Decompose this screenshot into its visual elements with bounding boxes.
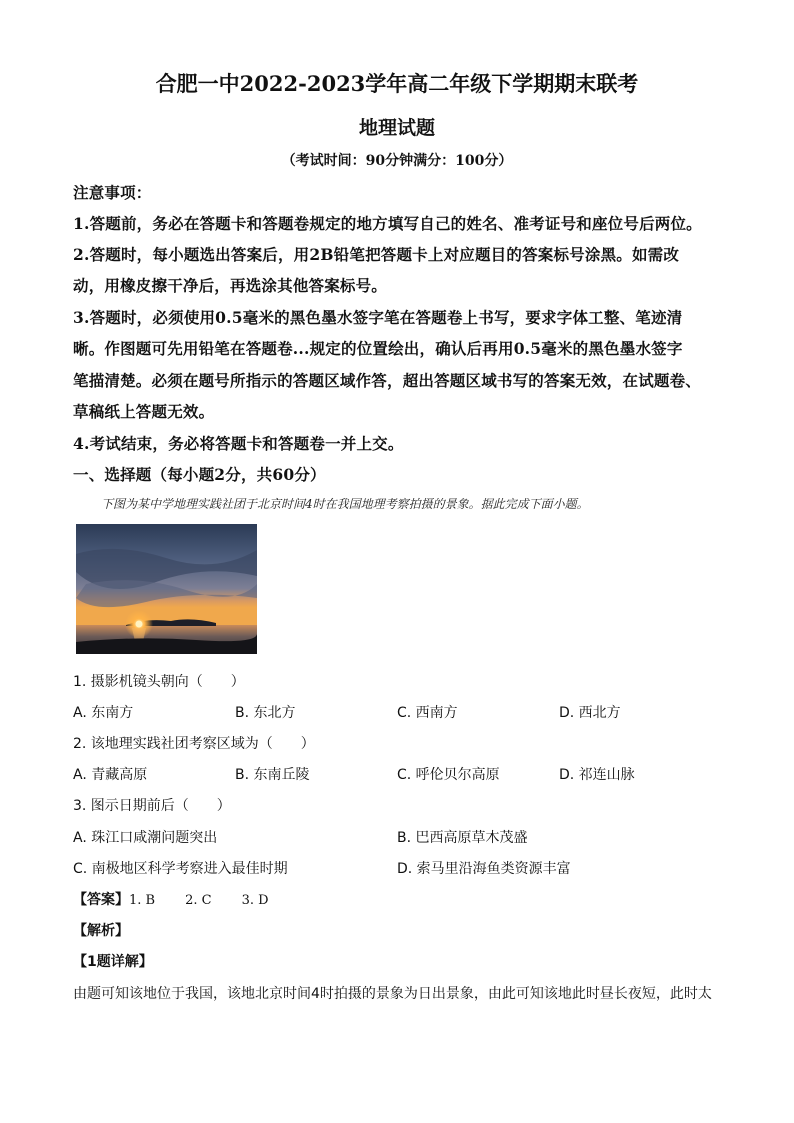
question-3-option-d: D. 索马里沿海鱼类资源丰富: [397, 861, 571, 877]
question-2-option-d: D. 祁连山脉: [559, 767, 635, 783]
question-2-option-b: B. 东南丘陵: [235, 767, 310, 783]
question-1-stem: 1. 摄影机镜头朝向（ ）: [73, 674, 245, 690]
notes-line: 3.答题时，必须使用0.5毫米的黑色墨水签字笔在答题卷上书写，要求字体工整、笔迹清: [73, 308, 683, 327]
analysis-tag: 【解析】: [73, 923, 129, 939]
analysis-q1-tag: 【1题详解】: [73, 954, 153, 970]
question-2-option-a: A. 青藏高原: [73, 767, 148, 783]
notes-line: 晰。作图题可先用铅笔在答题卷...规定的位置绘出，确认后再用0.5毫米的黑色墨水签字: [73, 339, 683, 358]
section-heading: 一、选择题（每小题2分，共60分）: [73, 465, 326, 484]
question-1-option-d: D. 西北方: [559, 705, 621, 721]
section-intro: 下图为某中学地理实践社团于北京时间4时在我国地理考察拍摄的景象。据此完成下面小题。: [101, 497, 589, 511]
question-3-option-a: A. 珠江口咸潮问题突出: [73, 830, 218, 846]
page-subtitle: 地理试题: [358, 117, 435, 139]
question-1-option-a: A. 东南方: [73, 705, 134, 721]
answer-value: 2. C: [185, 893, 212, 908]
question-3-stem: 3. 图示日期前后（ ）: [73, 798, 231, 814]
question-3-option-c: C. 南极地区科学考察进入最佳时期: [73, 861, 288, 877]
notes-line: 4.考试结束，务必将答题卡和答题卷一并上交。: [73, 434, 404, 453]
analysis-q1-text: 由题可知该地位于我国，该地北京时间4时拍摄的景象为日出景象，由此可知该地此时昼长夜短，此时太: [73, 986, 712, 1002]
answer-value: 3. D: [241, 893, 269, 908]
sunrise-photo: [76, 524, 257, 654]
notes-line: 动，用橡皮擦干净后，再选涂其他答案标号。: [73, 276, 388, 295]
notes-heading: 注意事项：: [73, 183, 152, 202]
question-1-option-b: B. 东北方: [235, 705, 296, 721]
question-1-option-c: C. 西南方: [397, 705, 458, 721]
answer-value: 1. B: [129, 893, 156, 908]
question-2-stem: 2. 该地理实践社团考察区域为（ ）: [73, 736, 315, 752]
notes-line: 2.答题时，每小题选出答案后，用2B铅笔把答题卡上对应题目的答案标号涂黑。如需改: [73, 245, 680, 264]
answer-tag: 【答案】: [73, 892, 129, 908]
notes-line: 笔描清楚。必须在题号所指示的答题区域作答，超出答题区域书写的答案无效，在试题卷、: [73, 371, 702, 390]
exam-info: （考试时间：90分钟满分：100分）: [281, 153, 513, 169]
notes-line: 草稿纸上答题无效。: [73, 402, 215, 421]
question-2-option-c: C. 呼伦贝尔高原: [397, 767, 500, 783]
answer-line: [73, 889, 269, 909]
notes-line: 1.答题前，务必在答题卡和答题卷规定的地方填写自己的姓名、准考证号和座位号后两位。: [73, 214, 702, 233]
question-3-option-b: B. 巴西高原草木茂盛: [397, 830, 528, 846]
page-title: 合肥一中2022-2023学年高二年级下学期期末联考: [155, 71, 639, 96]
